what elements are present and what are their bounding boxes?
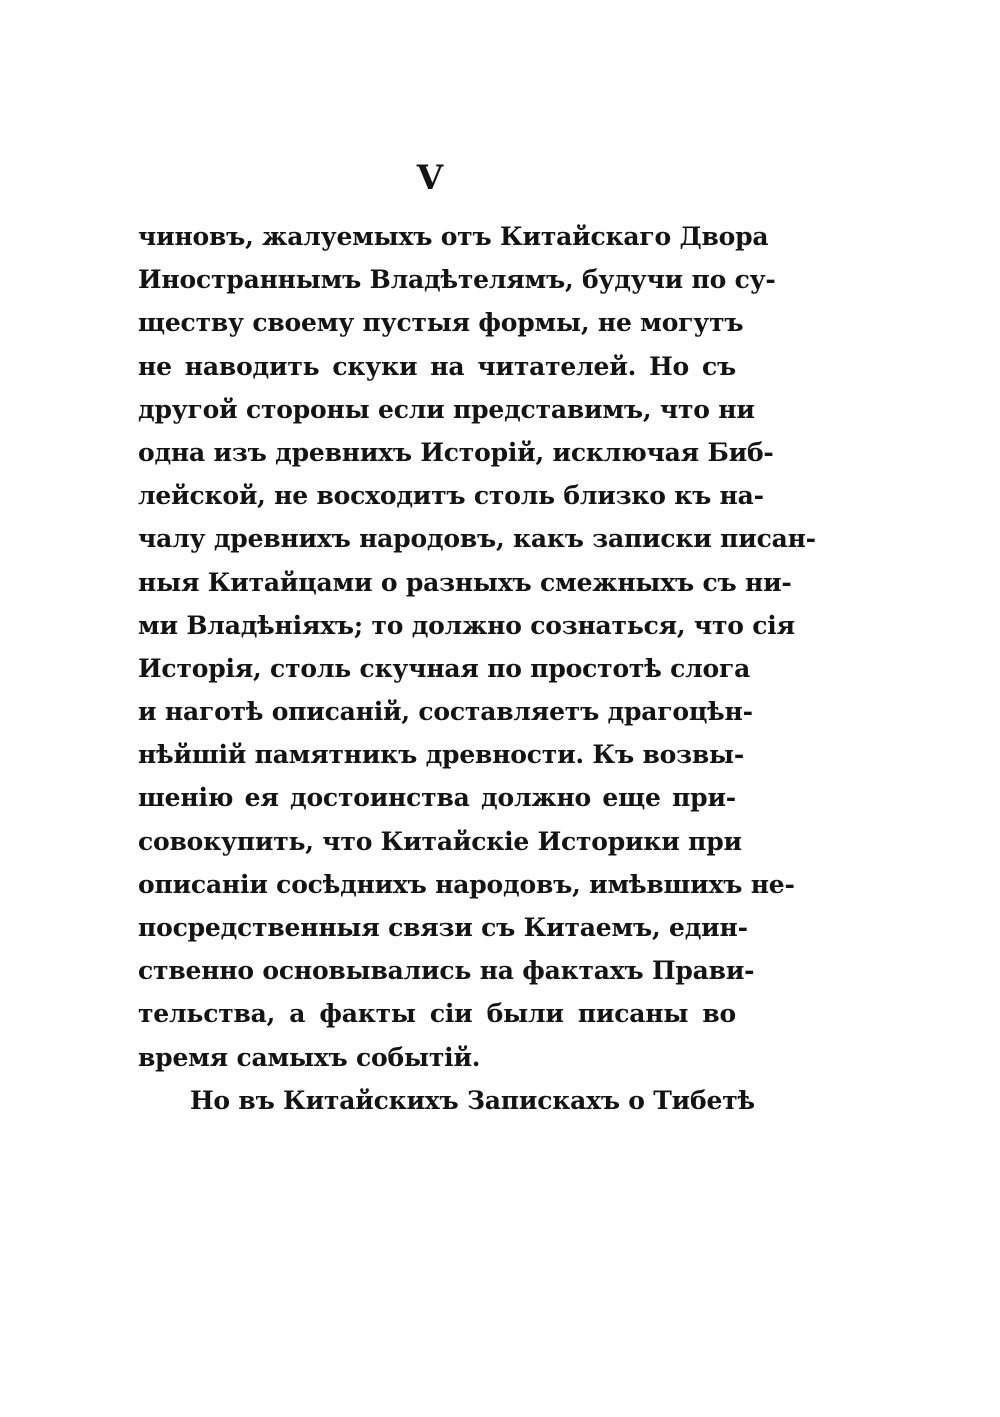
text-line: ществу своему пустыя формы, не могутъ — [138, 308, 744, 338]
text-line: чалу древнихъ народовъ, какъ записки писан- — [138, 524, 816, 554]
text-line: чиновъ, жалуемыхъ отъ Китайскаго Двора — [138, 222, 769, 251]
text-line: одна изъ древнихъ Исторій, исключая Биб- — [138, 437, 774, 467]
text-line: ныя Китайцами о разныхъ смежныхъ съ ни- — [138, 567, 792, 597]
text-line: ми Владѣніяхъ; то должно сознаться, что сія — [138, 610, 795, 640]
paragraph-start-line: Но въ Китайскихъ Запискахъ о Тибетѣ — [190, 1085, 755, 1115]
text-line: Иностраннымъ Владѣтелямъ, будучи по су- — [138, 265, 776, 295]
text-line: совокупить, что Китайскіе Историки при — [138, 826, 742, 856]
text-line: другой стороны если представимъ, что ни — [138, 394, 755, 424]
text-line: описаніи сосѣднихъ народовъ, имѣвшихъ не- — [138, 869, 795, 899]
text-line: тельства, а факты сіи были писаны во — [138, 999, 736, 1029]
text-line: не наводить скуки на читателей. Но съ — [138, 351, 736, 381]
text-line: время самыхъ событій. — [138, 1042, 481, 1072]
text-line: ственно основывались на фактахъ Прави- — [138, 956, 755, 986]
text-line: шенію ея достоинства должно еще при- — [138, 783, 736, 813]
page-number: V — [416, 158, 444, 198]
text-line: посредственныя связи съ Китаемъ, един- — [138, 913, 748, 942]
body-text — [138, 215, 816, 1122]
text-line: лейской, не восходитъ столь близко къ на- — [138, 481, 764, 511]
text-line: и наготѣ описаній, составляетъ драгоцѣн- — [138, 697, 753, 727]
text-line: нѣйшій памятникъ древности. Къ возвы- — [138, 740, 745, 770]
text-line: Исторія, столь скучная по простотѣ слога — [138, 653, 751, 683]
